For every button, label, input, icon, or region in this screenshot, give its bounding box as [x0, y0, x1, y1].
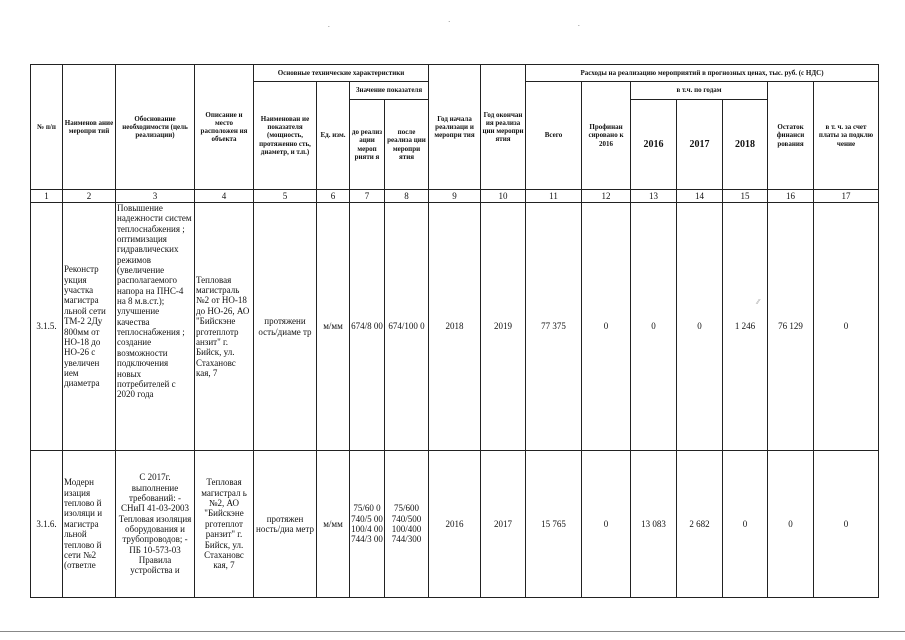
table-row [31, 451, 879, 598]
header-num: № п/п [31, 65, 63, 190]
row-number: 3.1.6. [31, 451, 63, 598]
cost-2016: 13 083 [631, 451, 677, 598]
cost-connection: 0 [814, 203, 879, 451]
header-tech-group: Основные технические характеристики [254, 65, 429, 82]
header-reason: Обоснование необходимости (цель реализации) [116, 65, 195, 190]
cost-funded: 0 [582, 203, 631, 451]
measure-name: Модерн изация теплово й изоляци и магистра льной теплово й сети №2 (ответле [63, 451, 116, 598]
value-before: 75/60 0 740/5 00 100/4 00 744/3 00 [350, 451, 385, 598]
cost-connection: 0 [814, 451, 879, 598]
header-after: после реализа ции меропри ятия [385, 100, 429, 190]
cost-remaining: 0 [768, 451, 814, 598]
column-number: 9 [429, 190, 481, 203]
column-number: 12 [582, 190, 631, 203]
header-value-group: Значение показателя [350, 82, 429, 100]
column-number: 11 [526, 190, 582, 203]
cost-remaining: 76 129 [768, 203, 814, 451]
cost-total: 77 375 [526, 203, 582, 451]
header-indicator: Наименован ие показателя (мощность, протяженно сть, диаметр, и т.п.) [254, 82, 317, 190]
header-costs-group: Расходы на реализацию мероприятий в прогнозных ценах, тыс. руб. (с НДС) [526, 65, 879, 82]
column-number: 7 [350, 190, 385, 203]
start-year: 2016 [429, 451, 481, 598]
column-number: 6 [317, 190, 350, 203]
cost-2017: 2 682 [677, 451, 723, 598]
value-after: 75/600 740/500 100/400 744/300 [385, 451, 429, 598]
indicator-name: протяжени ость/диаме тр [254, 203, 317, 451]
header-total: Всего [526, 82, 582, 190]
column-number: 3 [116, 190, 195, 203]
page-edge-line [0, 631, 905, 632]
column-number-row [31, 190, 879, 203]
scan-speck: · [448, 18, 451, 26]
column-number: 8 [385, 190, 429, 203]
end-year: 2019 [481, 203, 526, 451]
cost-2017: 0 [677, 203, 723, 451]
investment-table [30, 64, 879, 598]
header-measure-name: Наименов ание меропри тий [63, 65, 116, 190]
value-after: 674/100 0 [385, 203, 429, 451]
unit: м/мм [317, 203, 350, 451]
column-number: 1 [31, 190, 63, 203]
indicator-name: протяжен ность/диа метр [254, 451, 317, 598]
header-years-group: в т.ч. по годам [631, 82, 768, 100]
header-funded: Профинан сировано к 2016 [582, 82, 631, 190]
cost-total: 15 765 [526, 451, 582, 598]
header-year-2017: 2017 [677, 100, 723, 190]
column-number: 10 [481, 190, 526, 203]
header-connection: в т. ч. за счет платы за подклю чение [814, 82, 879, 190]
cost-2016: 0 [631, 203, 677, 451]
header-end-year: Год окончан ия реализа ции меропри ятия [481, 65, 526, 190]
header-remaining: Остаток финанси рования [768, 82, 814, 190]
column-number: 13 [631, 190, 677, 203]
object-location: Тепловая магистрал ь №2, АО "Бийскэне рготеплот ранзит" г. Бийск, ул. Стахановс кая, 7 [195, 451, 254, 598]
unit: м/мм [317, 451, 350, 598]
object-location: Тепловая магистраль №2 от НО-18 до НО-26, АО "Бийскэне рготеплотр анзит" г. Бийск, ул. Стахановс кая, 7 [195, 203, 254, 451]
header-unit: Ед. изм. [317, 82, 350, 190]
end-year: 2017 [481, 451, 526, 598]
scan-speck: . [578, 20, 580, 28]
cost-2018: 0 [723, 451, 768, 598]
header-year-2018: 2018 [723, 100, 768, 190]
column-number: 17 [814, 190, 879, 203]
measure-reason: С 2017г. выполнение требований: - СНиП 41-03-2003 Тепловая изоляция оборудования и трубопроводов; - ПБ 10-573-03 Правила устройства и [116, 451, 195, 598]
cost-2018: 1 246 [723, 203, 768, 451]
measure-reason: Повышение надежности систем теплоснабжения ; оптимизация гидравлических режимов (увеличение располагаемого напора на ПНС-4 на 8 м.в.ст.); улучшение качества теплоснабжения ; создание возможности подключения новых потребителей с 2020 года [116, 203, 195, 451]
header-location: Описание и место расположен ия объекта [195, 65, 254, 190]
value-before: 674/8 00 [350, 203, 385, 451]
column-number: 2 [63, 190, 116, 203]
start-year: 2018 [429, 203, 481, 451]
cost-funded: 0 [582, 451, 631, 598]
header-year-2016: 2016 [631, 100, 677, 190]
row-number: 3.1.5. [31, 203, 63, 451]
column-number: 16 [768, 190, 814, 203]
header-before: до реализ ации мероп рияти я [350, 100, 385, 190]
header-row-1 [31, 65, 879, 82]
table-row [31, 203, 879, 451]
column-number: 4 [195, 190, 254, 203]
pen-mark: ⁄⁄ [757, 298, 760, 306]
column-number: 15 [723, 190, 768, 203]
measure-name: Реконстр укция участка магистра льной сети ТМ-2 2Ду 800мм от НО-18 до НО-26 с увеличен ием диаметра [63, 203, 116, 451]
scan-speck: . [328, 21, 330, 29]
column-number: 5 [254, 190, 317, 203]
column-number: 14 [677, 190, 723, 203]
header-start-year: Год начала реализаци и меропри тия [429, 65, 481, 190]
